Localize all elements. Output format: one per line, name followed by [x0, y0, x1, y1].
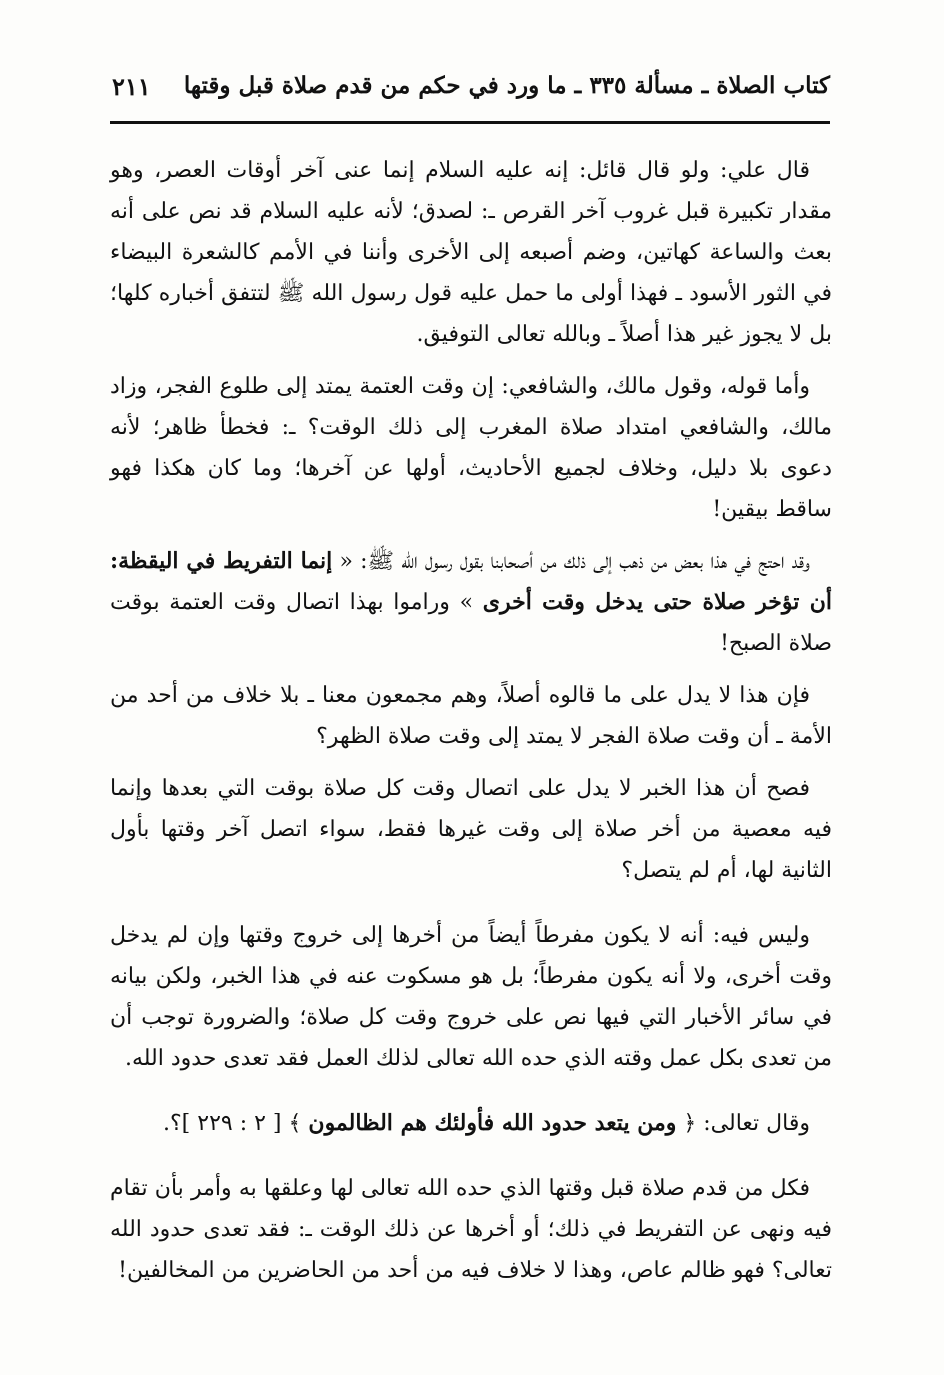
paragraph-1: [110, 150, 832, 355]
paragraph-2: [110, 366, 832, 530]
paragraph-6: [110, 915, 832, 1079]
running-title: كتاب الصلاة ـ مسألة ٣٣٥ ـ ما ورد في حكم من قدم صلاة قبل وقتها: [183, 72, 830, 99]
paragraph-text: وقال تعالى: ﴿: [683, 1111, 810, 1136]
paragraph-text: فصح أن هذا الخبر لا يدل على اتصال وقت كل صلاة بوقت التي بعدها وإنما فيه معصية من أخر صلاة إلى وقت غيرها فقط، سواء اتصل آخر وقتها بأول الثانية لها، أم لم يتصل؟: [110, 776, 832, 883]
paragraph-7: [110, 1103, 832, 1144]
paragraph-text: » وراموا بهذا اتصال وقت العتمة بوقت صلاة الصبح!: [110, 590, 832, 656]
hadith-quote: إنما التفريط في اليقظة: أن تؤخر صلاة حتى يدخل وقت أخرى: [110, 548, 832, 615]
paragraph-text: وليس فيه: أنه لا يكون مفرطاً أيضاً من أخرها إلى خروج وقتها وإن لم يدخل وقت أخرى، ولا أنه يكون مفرطاً؛ بل هو مسكوت عنه في هذا الخبر، ولكن بيانه في سائر الأخبار التي فيها نص على خروج وقت كل صلاة؛ والضرورة توجب أن من تعدى بكل عمل وقته الذي حده الله تعالى لذلك العمل فقد تعدى حدود الله.: [110, 923, 832, 1071]
paragraph-text: وأما قوله، وقول مالك، والشافعي: إن وقت العتمة يمتد إلى طلوع الفجر، وزاد مالك، والشافعي امتداد صلاة المغرب إلى ذلك الوقت؟ ـ: فخطأ ظاهر؛ لأنه دعوى بلا دليل، وخلاف لجميع الأحاديث، أولها عن آخرها؛ وما كان هكذا فهو ساقط بيقين!: [110, 374, 832, 522]
header-rule: [110, 121, 830, 124]
paragraph-4: [110, 675, 832, 757]
page-number: ٢١١: [112, 72, 151, 101]
paragraph-8: [110, 1168, 832, 1291]
paragraph-5: [110, 768, 832, 891]
page-header: [112, 66, 830, 112]
paragraph-text: وقد احتج في هذا بعض من ذهب إلى ذلك من أصحابنا بقول رسول الله ﷺ: «: [339, 549, 810, 574]
paragraph-text: قال علي: ولو قال قائل: إنه عليه السلام إنما عنى آخر أوقات العصر، وهو مقدار تكبيرة قبل غروب آخر القرص ـ: لصدق؛ لأنه عليه السلام قد نص على أنه بعث والساعة كهاتين، وضم أصبعه إلى الأخرى وأننا في الأمم كالشعرة البيضاء في الثور الأسود ـ فهذا أولى ما حمل عليه قول رسول الله ﷺ لتتفق أخباره كلها؛ بل لا يجوز غير هذا أصلاً ـ وبالله تعالى التوفيق.: [110, 158, 832, 347]
quran-verse: ومن يتعد حدود الله فأولئك هم الظالمون: [308, 1110, 677, 1136]
page-body: [110, 150, 832, 1302]
paragraph-text: فإن هذا لا يدل على ما قالوه أصلاً، وهم مجمعون معنا ـ بلا خلاف من أحد من الأمة ـ أن وقت صلاة الفجر لا يمتد إلى وقت صلاة الظهر؟: [110, 683, 832, 749]
paragraph-3: [110, 541, 832, 664]
paragraph-text: ﴾ [ ٢ : ٢٢٩ ]؟.: [163, 1111, 302, 1136]
paragraph-text: فكل من قدم صلاة قبل وقتها الذي حده الله تعالى لها وعلقها به وأمر بأن تقام فيه ونهى عن التفريط في ذلك؛ أو أخرها عن ذلك الوقت ـ: فقد تعدى حدود الله تعالى؟ فهو ظالم عاص، وهذا لا خلاف فيه من أحد من الحاضرين من المخالفين!: [110, 1176, 832, 1283]
